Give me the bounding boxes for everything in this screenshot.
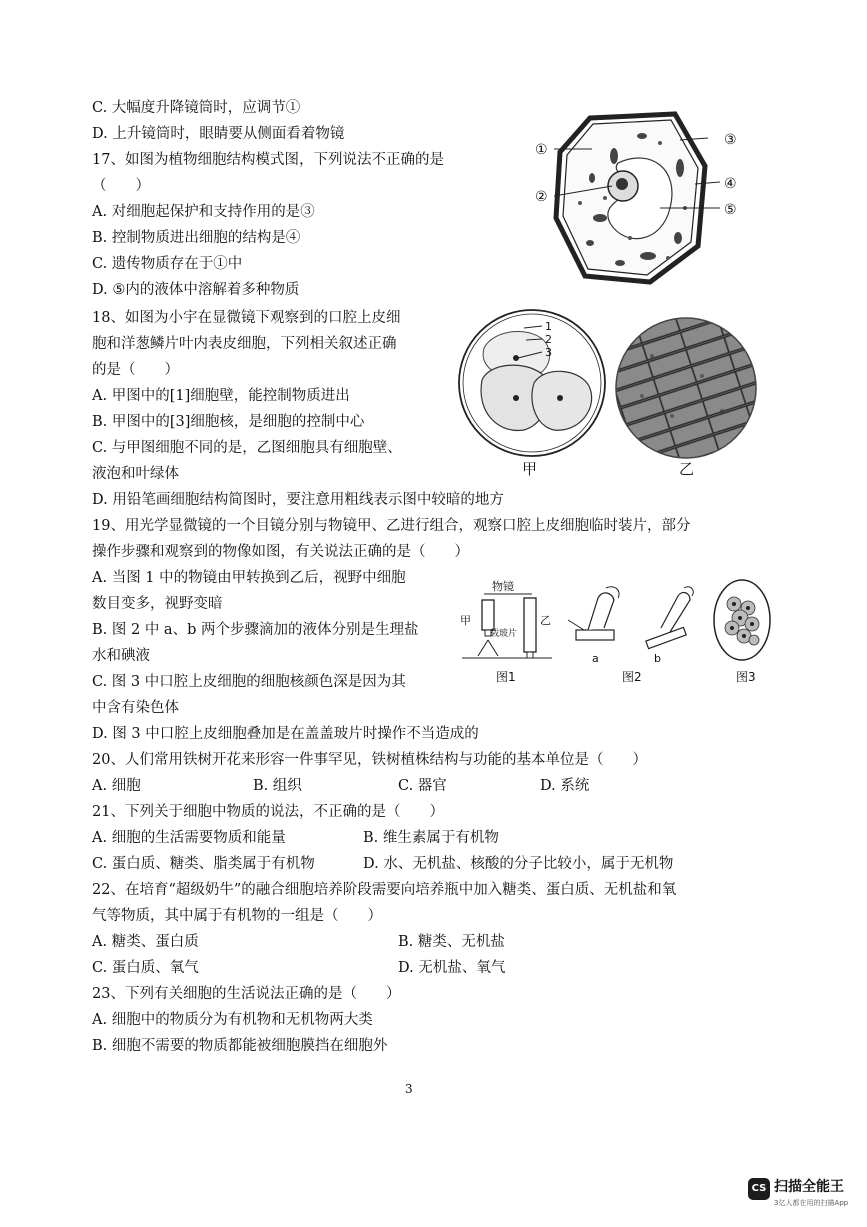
q18-stem-line2: 胞和洋葱鳞片叶内表皮细胞，下列相关叙述正确 <box>92 336 397 352</box>
q18-stem-line3: 的是（ ） <box>92 362 179 378</box>
q18-option-c: C. 与甲图细胞不同的是，乙图细胞具有细胞壁、 <box>92 440 402 456</box>
q23-option-b: B. 细胞不需要的物质都能被细胞膜挡在细胞外 <box>92 1038 388 1054</box>
q18-stem-line1: 18、如图为小宇在显微镜下观察到的口腔上皮细 <box>92 310 401 326</box>
q17-option-a: A. 对细胞起保护和支持作用的是③ <box>92 204 315 220</box>
q23-stem: 23、下列有关细胞的生活说法正确的是（ ） <box>92 986 401 1002</box>
fig3-caption: 图3 <box>736 670 756 684</box>
q21-option-a: A. 细胞的生活需要物质和能量 <box>92 830 286 846</box>
q22-option-d: D. 无机盐、氧气 <box>398 960 506 976</box>
q18-caption-yi: 乙 <box>679 460 695 478</box>
fig1-objectives <box>460 579 552 684</box>
watermark-subtitle: 3亿人都在用的扫描App <box>774 1199 849 1207</box>
q22-stem-line1: 22、在培育“超级奶牛”的融合细胞培养阶段需要向培养瓶中加入糖类、蛋白质、无机盐和氧 <box>92 882 677 898</box>
fig2-step-a-label: a <box>592 652 599 665</box>
fig2-step-b-label: b <box>654 652 661 665</box>
q19-option-d: D. 图 3 中口腔上皮细胞叠加是在盖盖玻片时操作不当造成的 <box>92 726 479 742</box>
page-number: 3 <box>405 1082 413 1096</box>
q19-stem-line2: 操作步骤和观察到的物像如图，有关说法正确的是（ ） <box>92 544 469 560</box>
q21-option-d: D. 水、无机盐、核酸的分子比较小，属于无机物 <box>363 856 674 872</box>
cell-label-1: ① <box>535 142 548 158</box>
fig1-slide-label: 载玻片 <box>490 629 518 639</box>
q23-option-a: A. 细胞中的物质分为有机物和无机物两大类 <box>92 1012 373 1028</box>
onion-cell-view-yi <box>612 316 760 460</box>
q16-option-d: D. 上升镜筒时，眼睛要从侧面看着物镜 <box>92 126 345 142</box>
q19-option-c-cont: 中含有染色体 <box>92 700 179 716</box>
q22-option-b: B. 糖类、无机盐 <box>398 934 505 950</box>
q17-option-b: B. 控制物质进出细胞的结构是④ <box>92 230 301 246</box>
camscanner-logo-icon: CS <box>748 1178 770 1200</box>
q18-option-b: B. 甲图中的[3]细胞核，是细胞的控制中心 <box>92 414 365 430</box>
q19-option-a: A. 当图 1 中的物镜由甲转换到乙后，视野中细胞 <box>92 570 406 586</box>
q17-blank: （ ） <box>92 178 150 194</box>
q16-option-c: C. 大幅度升降镜筒时，应调节① <box>92 100 301 116</box>
q18-label-2: 2 <box>545 333 552 346</box>
q17-option-c: C. 遗传物质存在于①中 <box>92 256 243 272</box>
scanner-watermark <box>748 1176 860 1222</box>
fig1-objective-label: 物镜 <box>492 580 514 593</box>
cell-label-2: ② <box>535 189 548 205</box>
cell-label-5: ⑤ <box>724 202 737 218</box>
plant-cell-diagram <box>530 108 748 288</box>
cell-label-4: ④ <box>724 176 737 192</box>
watermark-name: 扫描全能王 <box>774 1179 844 1195</box>
q18-caption-jia: 甲 <box>522 460 538 478</box>
q18-option-a: A. 甲图中的[1]细胞壁，能控制物质进出 <box>92 388 350 404</box>
q19-option-b: B. 图 2 中 a、b 两个步骤滴加的液体分别是生理盐 <box>92 622 419 638</box>
q17-stem: 17、如图为植物细胞结构模式图，下列说法不正确的是 <box>92 152 444 168</box>
fig3-observed-cells <box>714 580 770 684</box>
q19-operation-figures <box>456 578 776 688</box>
q19-option-a-cont: 数目变多，视野变暗 <box>92 596 223 612</box>
q17-option-d: D. ⑤内的液体中溶解着多种物质 <box>92 282 300 298</box>
q20-option-c: C. 器官 <box>398 778 447 794</box>
fig1-yi-label: 乙 <box>540 614 551 627</box>
q21-option-c: C. 蛋白质、糖类、脂类属于有机物 <box>92 856 315 872</box>
q22-stem-line2: 气等物质，其中属于有机物的一组是（ ） <box>92 908 382 924</box>
q18-label-1: 1 <box>545 320 552 333</box>
q20-option-b: B. 组织 <box>253 778 302 794</box>
q19-option-c: C. 图 3 中口腔上皮细胞的细胞核颜色深是因为其 <box>92 674 406 690</box>
q22-option-a: A. 糖类、蛋白质 <box>92 934 199 950</box>
q19-stem-line1: 19、用光学显微镜的一个目镜分别与物镜甲、乙进行组合，观察口腔上皮细胞临时装片，部分 <box>92 518 691 534</box>
fig2-caption: 图2 <box>622 670 642 684</box>
q22-option-c: C. 蛋白质、氧气 <box>92 960 199 976</box>
q18-option-c-cont: 液泡和叶绿体 <box>92 466 179 482</box>
q20-stem: 20、人们常用铁树开花来形容一件事罕见，铁树植株结构与功能的基本单位是（ ） <box>92 752 647 768</box>
fig1-jia-label: 甲 <box>460 614 471 627</box>
q18-label-3: 3 <box>545 346 552 359</box>
q18-option-d: D. 用铅笔画细胞结构简图时，要注意用粗线表示图中较暗的地方 <box>92 492 504 508</box>
q21-stem: 21、下列关于细胞中物质的说法，不正确的是（ ） <box>92 804 444 820</box>
q20-option-d: D. 系统 <box>540 778 590 794</box>
cheek-cell-view-jia <box>454 308 610 458</box>
q21-option-b: B. 维生素属于有机物 <box>363 830 499 846</box>
fig1-caption: 图1 <box>496 670 516 684</box>
cell-label-3: ③ <box>724 132 737 148</box>
q20-option-a: A. 细胞 <box>92 778 141 794</box>
fig2-steps <box>568 587 693 684</box>
q19-option-b-cont: 水和碘液 <box>92 648 150 664</box>
